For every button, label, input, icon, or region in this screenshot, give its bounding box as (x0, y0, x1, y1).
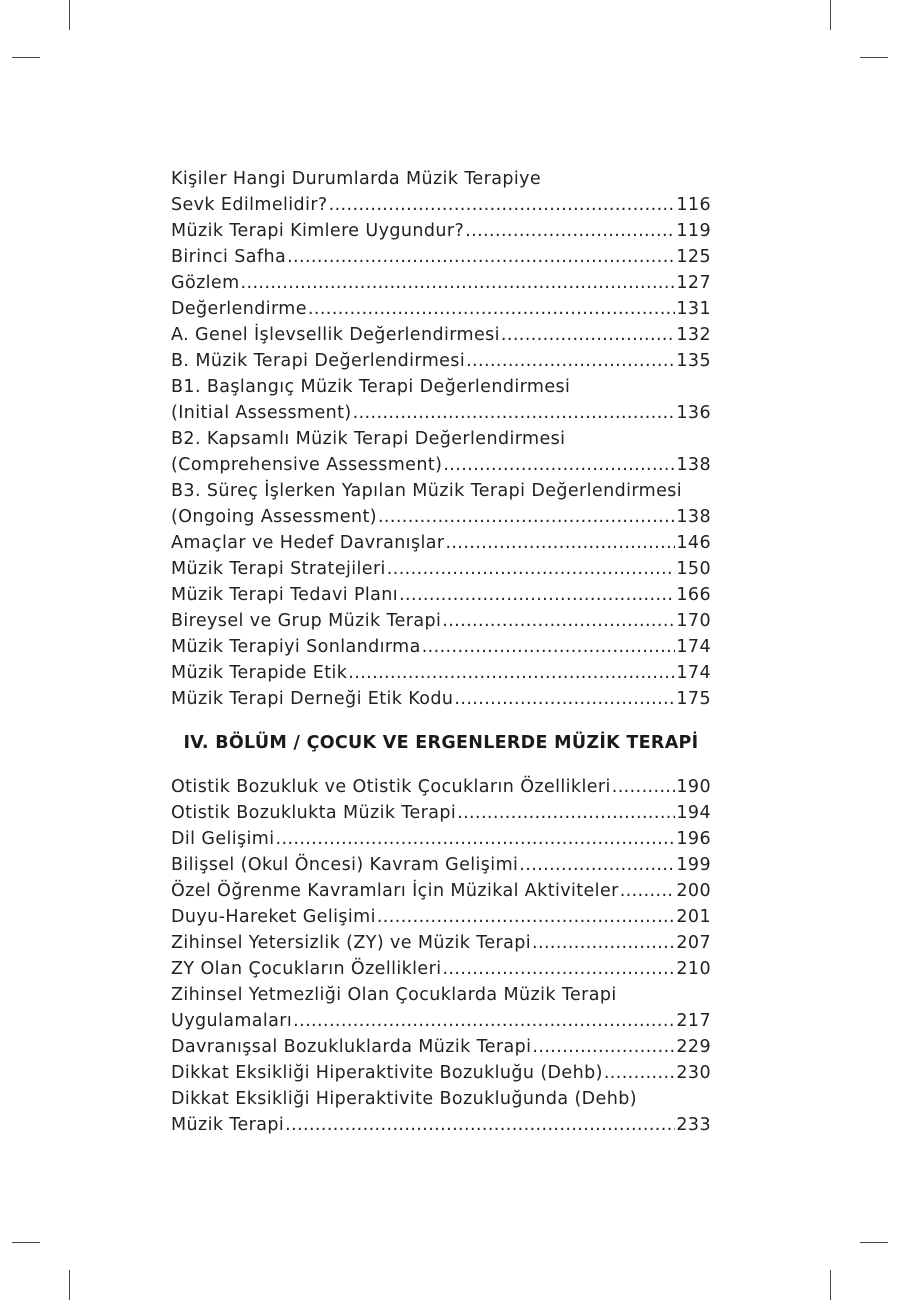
toc-entry[interactable] (171, 348, 711, 374)
toc-page-number: 200 (676, 881, 711, 901)
dot-leader (241, 270, 676, 296)
toc-entry-title: Müzik Terapi Derneği Etik Kodu (171, 689, 454, 709)
toc-entry[interactable] (171, 270, 711, 296)
dot-leader (442, 608, 675, 634)
toc-page-number: 199 (676, 855, 711, 875)
toc-entry[interactable] (171, 1034, 711, 1060)
toc-list-part2 (171, 774, 711, 1138)
toc-page-number: 150 (676, 559, 711, 579)
toc-entry-title: Değerlendirme (171, 299, 307, 319)
toc-page-number: 174 (676, 663, 711, 683)
dot-leader (329, 192, 676, 218)
toc-entry-title: Müzik Terapi Kimlere Uygundur? (171, 221, 465, 241)
toc-page-number: 210 (676, 959, 711, 979)
toc-page-number: 175 (676, 689, 711, 709)
dot-leader (501, 322, 675, 348)
toc-entry-title: Müzik Terapi Stratejileri (171, 559, 386, 579)
toc-entry[interactable] (171, 634, 711, 660)
toc-entry[interactable] (171, 852, 711, 878)
toc-entry-title: Bilişsel (Okul Öncesi) Kavram Gelişimi (171, 855, 519, 875)
toc-entry[interactable] (171, 530, 711, 556)
toc-entry-line[interactable]: Dikkat Eksikliği Hiperaktivite Bozukluğunda (Dehb) (171, 1089, 637, 1109)
toc-entry-title: Müzik Terapide Etik (171, 663, 348, 683)
dot-leader (532, 1034, 675, 1060)
toc-entry-title: (Comprehensive Assessment) (171, 455, 443, 475)
toc-page-number: 146 (676, 533, 711, 553)
dot-leader (442, 956, 675, 982)
dot-leader (445, 530, 675, 556)
dot-leader (612, 774, 676, 800)
dot-leader (443, 452, 675, 478)
toc-entry-title: Duyu-Hareket Gelişimi (171, 907, 376, 927)
toc-entry-line[interactable]: B1. Başlangıç Müzik Terapi Değerlendirmesi (171, 377, 571, 397)
toc-page-number: 125 (676, 247, 711, 267)
toc-entry-title: Müzik Terapiyi Sonlandırma (171, 637, 421, 657)
toc-page-number: 217 (676, 1011, 711, 1031)
toc-entry[interactable] (171, 1112, 711, 1138)
toc-list-part1 (171, 166, 711, 712)
crop-mark (830, 1270, 831, 1300)
dot-leader (378, 504, 675, 530)
crop-mark (830, 0, 831, 30)
toc-entry[interactable] (171, 826, 711, 852)
toc-entry[interactable] (171, 296, 711, 322)
toc-page-number: 190 (676, 777, 711, 797)
toc-entry-title: Özel Öğrenme Kavramları İçin Müzikal Aktiviteler (171, 881, 619, 901)
dot-leader (308, 296, 675, 322)
toc-entry-title: Davranışsal Bozukluklarda Müzik Terapi (171, 1037, 532, 1057)
toc-page-number: 138 (676, 507, 711, 527)
dot-leader (532, 930, 675, 956)
dot-leader (465, 218, 675, 244)
toc-page-number: 116 (676, 195, 711, 215)
dot-leader (348, 660, 675, 686)
toc-entry[interactable] (171, 800, 711, 826)
crop-mark (860, 1242, 888, 1243)
toc-entry-title: Otistik Bozuklukta Müzik Terapi (171, 803, 457, 823)
dot-leader (377, 904, 676, 930)
toc-entry-title: Otistik Bozukluk ve Otistik Çocukların Özellikleri (171, 777, 611, 797)
dot-leader (422, 634, 676, 660)
toc-entry-title: ZY Olan Çocukların Özellikleri (171, 959, 442, 979)
dot-leader (454, 686, 675, 712)
dot-leader (387, 556, 676, 582)
dot-leader (620, 878, 676, 904)
toc-page-number: 230 (676, 1063, 711, 1083)
toc-entry[interactable] (171, 218, 711, 244)
toc-entry[interactable] (171, 660, 711, 686)
toc-entry-title: B. Müzik Terapi Değerlendirmesi (171, 351, 466, 371)
toc-entry[interactable] (171, 504, 711, 530)
dot-leader (466, 348, 675, 374)
toc-entry[interactable] (171, 192, 711, 218)
toc-page-number: 135 (676, 351, 711, 371)
toc-entry-title: Müzik Terapi Tedavi Planı (171, 585, 399, 605)
toc-entry-title: Dikkat Eksikliği Hiperaktivite Bozukluğu (Dehb) (171, 1063, 603, 1083)
toc-entry[interactable] (171, 1060, 711, 1086)
toc-entry[interactable] (171, 686, 711, 712)
dot-leader (604, 1060, 676, 1086)
toc-entry-title: Amaçlar ve Hedef Davranışlar (171, 533, 445, 553)
toc-entry[interactable] (171, 608, 711, 634)
toc-entry-title: Uygulamaları (171, 1011, 293, 1031)
section-heading: IV. BÖLÜM / ÇOCUK VE ERGENLERDE MÜZİK TERAPİ (183, 733, 699, 753)
dot-leader (287, 244, 675, 270)
toc-entry[interactable] (171, 452, 711, 478)
toc-page-number: 194 (676, 803, 711, 823)
toc-page-number: 136 (676, 403, 711, 423)
dot-leader (285, 1112, 675, 1138)
toc-entry[interactable] (171, 1008, 711, 1034)
toc-page-number: 132 (676, 325, 711, 345)
toc-entry-title: Gözlem (171, 273, 240, 293)
toc-page-number: 131 (676, 299, 711, 319)
toc-entry[interactable] (171, 774, 711, 800)
toc-entry-title: Müzik Terapi (171, 1115, 285, 1135)
toc-entry-title: Sevk Edilmelidir? (171, 195, 328, 215)
dot-leader (399, 582, 675, 608)
dot-leader (293, 1008, 675, 1034)
toc-entry[interactable] (171, 582, 711, 608)
toc-page-number: 196 (676, 829, 711, 849)
crop-mark (12, 1242, 40, 1243)
crop-mark (12, 57, 40, 58)
crop-mark (860, 57, 888, 58)
toc-entry[interactable] (171, 400, 711, 426)
toc-entry[interactable] (171, 556, 711, 582)
toc-page-number: 233 (676, 1115, 711, 1135)
toc-page-number: 201 (676, 907, 711, 927)
toc-entry-title: A. Genel İşlevsellik Değerlendirmesi (171, 325, 500, 345)
toc-entry-line[interactable]: Zihinsel Yetmezliği Olan Çocuklarda Müzik Terapi (171, 985, 617, 1005)
crop-mark (69, 0, 70, 30)
toc-entry[interactable] (171, 930, 711, 956)
toc-page-number: 170 (676, 611, 711, 631)
dot-leader (353, 400, 676, 426)
toc-entry-title: Bireysel ve Grup Müzik Terapi (171, 611, 442, 631)
toc-page-number: 229 (676, 1037, 711, 1057)
toc-page-number: 127 (676, 273, 711, 293)
toc-entry-title: (Ongoing Assessment) (171, 507, 377, 527)
toc-entry-title: Zihinsel Yetersizlik (ZY) ve Müzik Terapi (171, 933, 532, 953)
toc-page-number: 174 (676, 637, 711, 657)
toc-page-number: 138 (676, 455, 711, 475)
toc-entry-line[interactable]: B3. Süreç İşlerken Yapılan Müzik Terapi Değerlendirmesi (171, 481, 683, 501)
dot-leader (276, 826, 676, 852)
toc-entry[interactable] (171, 904, 711, 930)
toc-entry[interactable] (171, 878, 711, 904)
toc-entry-title: Birinci Safha (171, 247, 287, 267)
toc-entry-line[interactable]: B2. Kapsamlı Müzik Terapi Değerlendirmesi (171, 429, 566, 449)
dot-leader (519, 852, 675, 878)
dot-leader (457, 800, 675, 826)
toc-page-number: 166 (676, 585, 711, 605)
toc-entry[interactable] (171, 244, 711, 270)
toc-page-number: 119 (676, 221, 711, 241)
table-of-contents (171, 166, 711, 1138)
toc-entry[interactable] (171, 956, 711, 982)
toc-entry-line[interactable]: Kişiler Hangi Durumlarda Müzik Terapiye (171, 169, 542, 189)
crop-mark (69, 1270, 70, 1300)
toc-entry-title: (Initial Assessment) (171, 403, 352, 423)
toc-entry[interactable] (171, 322, 711, 348)
toc-entry-title: Dil Gelişimi (171, 829, 275, 849)
toc-page-number: 207 (676, 933, 711, 953)
